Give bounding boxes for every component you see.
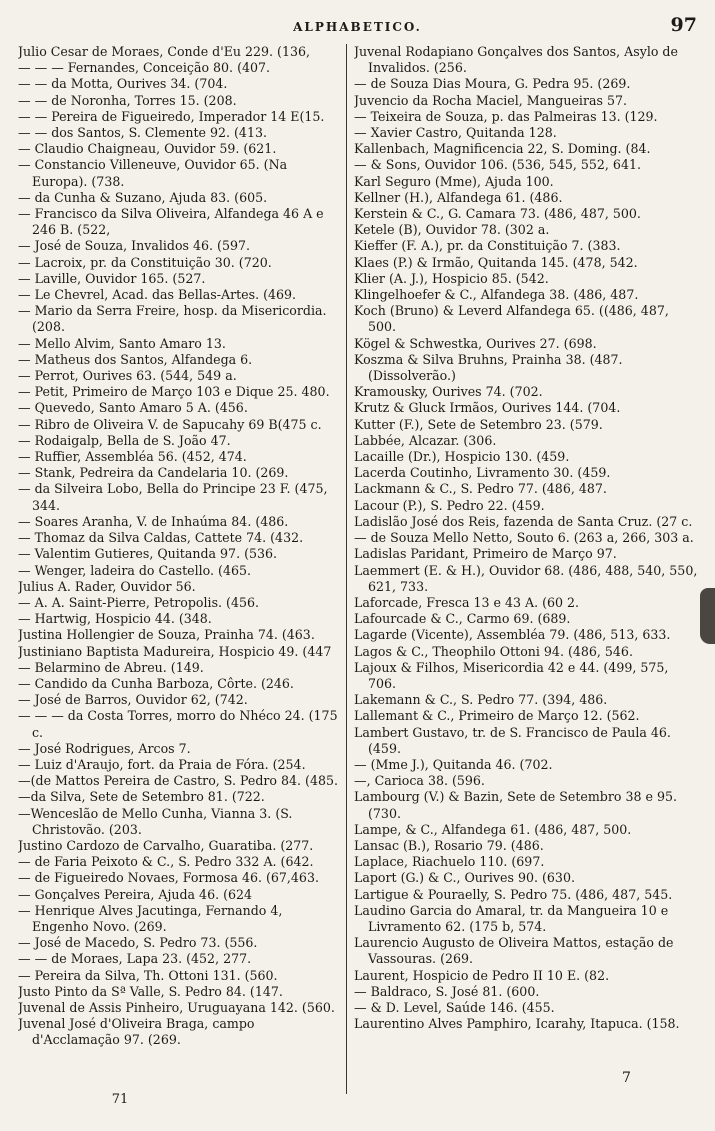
- directory-entry: Justina Hollengier de Souza, Prainha 74. (463.: [18, 627, 315, 643]
- directory-entry: Lambert Gustavo, tr. de S. Francisco de Paula 46. (459.: [354, 724, 671, 756]
- directory-entry: — Hartwig, Hospicio 44. (348.: [18, 611, 212, 627]
- left-column: [18, 44, 342, 1084]
- directory-entry: — Gonçalves Pereira, Ajuda 46. (624: [18, 886, 253, 902]
- directory-entry: — (Mme J.), Quitanda 46. (702.: [354, 756, 553, 772]
- column-divider: [346, 44, 347, 1094]
- directory-entry: — Henrique Alves Jacutinga, Fernando 4, Engenho Novo. (269.: [18, 902, 283, 934]
- directory-entry: — Valentim Gutieres, Quitanda 97. (536.: [18, 546, 278, 562]
- directory-entry: Lakemann & C., S. Pedro 77. (394, 486.: [354, 692, 608, 708]
- right-column: [354, 44, 698, 1084]
- directory-entry: Klingelhoefer & C., Alfandega 38. (486, 487.: [354, 287, 639, 303]
- directory-entry: — Baldraco, S. José 81. (600.: [354, 983, 540, 999]
- directory-entry: — Ruffier, Assembléa 56. (452, 474.: [18, 449, 247, 465]
- directory-entry: — Mario da Serra Freire, hosp. da Misericordia. (208.: [18, 303, 327, 335]
- directory-entry: — Rodaigalp, Bella de S. João 47.: [18, 432, 231, 448]
- directory-entry: — Luiz d'Araujo, fort. da Praia de Fóra. (254.: [18, 756, 306, 772]
- directory-entry: Lagos & C., Theophilo Ottoni 94. (486, 546.: [354, 643, 633, 659]
- directory-entry: — Mello Alvim, Santo Amaro 13.: [18, 335, 226, 351]
- directory-entry: — Wenger, ladeira do Castello. (465.: [18, 562, 251, 578]
- page-edge-stain: [700, 588, 715, 644]
- directory-entry: Ladislão José dos Reis, fazenda de Santa Cruz. (27 c.: [354, 513, 693, 529]
- directory-entry: Labbée, Alcazar. (306.: [354, 432, 497, 448]
- directory-entry: — da Silveira Lobo, Bella do Principe 23 F. (475, 344.: [18, 481, 328, 513]
- directory-entry: Kallenbach, Magnificencia 22, S. Doming. (84.: [354, 141, 651, 157]
- directory-entry: — A. A. Saint-Pierre, Petropolis. (456.: [18, 594, 259, 610]
- directory-entry: —Wenceslão de Mello Cunha, Vianna 3. (S. Christovão. (203.: [18, 805, 293, 837]
- directory-entry: Lagarde (Vicente), Assembléa 79. (486, 513, 633.: [354, 627, 671, 643]
- directory-entry: — de Faria Peixoto & C., S. Pedro 332 A. (642.: [18, 854, 314, 870]
- directory-entry: — Pereira da Silva, Th. Ottoni 131. (560.: [18, 967, 278, 983]
- directory-entry: — — — Fernandes, Conceição 80. (407.: [18, 60, 271, 76]
- directory-entry: Kögel & Schwestka, Ourives 27. (698.: [354, 335, 597, 351]
- directory-entry: Laurencio Augusto de Oliveira Mattos, estação de Vassouras. (269.: [354, 935, 674, 967]
- directory-entry: Lampe, & C., Alfandega 61. (486, 487, 500.: [354, 821, 632, 837]
- directory-entry: — José Rodrigues, Arcos 7.: [18, 740, 191, 756]
- directory-entry: Kellner (H.), Alfandega 61. (486.: [354, 189, 563, 205]
- directory-entry: — & Sons, Ouvidor 106. (536, 545, 552, 641.: [354, 157, 641, 173]
- directory-entry: Kerstein & C., G. Camara 73. (486, 487, 500.: [354, 206, 641, 222]
- directory-entry: Ketele (B), Ouvidor 78. (302 a.: [354, 222, 550, 238]
- directory-entry: — — Pereira de Figueiredo, Imperador 14 E(15.: [18, 108, 325, 124]
- directory-entry: Laurent, Hospicio de Pedro II 10 E. (82.: [354, 967, 610, 983]
- directory-entry: Lacaille (Dr.), Hospicio 130. (459.: [354, 449, 570, 465]
- directory-entry: Ladislas Paridant, Primeiro de Março 97.: [354, 546, 617, 562]
- directory-entry: — Constancio Villeneuve, Ouvidor 65. (Na Europa). (738.: [18, 157, 288, 189]
- directory-entry: Justino Cardozo de Carvalho, Guaratiba. (277.: [18, 837, 314, 853]
- directory-entry: Koch (Bruno) & Leverd Alfandega 65. ((486, 487, 500.: [354, 303, 669, 335]
- directory-entry: — de Souza Mello Netto, Souto 6. (263 a, 266, 303 a.: [354, 530, 694, 546]
- directory-entry: Laforcade, Fresca 13 e 43 A. (60 2.: [354, 594, 580, 610]
- directory-entry: Julio Cesar de Moraes, Conde d'Eu 229. (136,: [18, 44, 311, 59]
- directory-entry: — Petit, Primeiro de Março 103 e Dique 25. 480.: [18, 384, 330, 400]
- directory-entry: Laudino Garcia do Amaral, tr. da Mangueira 10 e Livramento 62. (175 b, 574.: [354, 902, 669, 934]
- directory-entry: — José de Souza, Invalidos 46. (597.: [18, 238, 250, 254]
- directory-entry: — de Souza Dias Moura, G. Pedra 95. (269.: [354, 76, 631, 92]
- directory-entry: Lafourcade & C., Carmo 69. (689.: [354, 611, 571, 627]
- directory-entry: — — — da Costa Torres, morro do Nhéco 24. (175 c.: [18, 708, 338, 740]
- directory-entry: Lallemant & C., Primeiro de Março 12. (562.: [354, 708, 640, 724]
- directory-entry: Lansac (B.), Rosario 79. (486.: [354, 837, 544, 853]
- directory-entry: — Laville, Ouvidor 165. (527.: [18, 270, 206, 286]
- directory-entry: —da Silva, Sete de Setembro 81. (722.: [18, 789, 265, 805]
- directory-entry: — Ribro de Oliveira V. de Sapucahy 69 B(475 c.: [18, 416, 322, 432]
- directory-entry: — & D. Level, Saúde 146. (455.: [354, 999, 555, 1015]
- directory-entry: — Soares Aranha, V. de Inhaúma 84. (486.: [18, 513, 289, 529]
- directory-entry: —, Carioca 38. (596.: [354, 773, 485, 789]
- directory-entry: — — dos Santos, S. Clemente 92. (413.: [18, 125, 267, 141]
- directory-entry: — José de Macedo, S. Pedro 73. (556.: [18, 935, 258, 951]
- directory-entry: Kieffer (F. A.), pr. da Constituição 7. (383.: [354, 238, 621, 254]
- directory-entry: Justiniano Baptista Madureira, Hospicio 49. (447: [18, 643, 332, 659]
- directory-entry: Klaes (P.) & Irmão, Quitanda 145. (478, 542.: [354, 254, 638, 270]
- signature-mark-left: 71: [111, 1092, 129, 1107]
- directory-entry: Lackmann & C., S. Pedro 77. (486, 487.: [354, 481, 607, 497]
- directory-entry: — José de Barros, Ouvidor 62, (742.: [18, 692, 248, 708]
- directory-entry: Juvenal José d'Oliveira Braga, campo d'Acclamação 97. (269.: [18, 1016, 255, 1048]
- directory-entry: Lambourg (V.) & Bazin, Sete de Setembro 38 e 95. (730.: [354, 789, 677, 821]
- directory-entry: Laurentino Alves Pamphiro, Icarahy, Itapuca. (158.: [354, 1016, 680, 1032]
- directory-entry: Justo Pinto da Sª Valle, S. Pedro 84. (147.: [18, 983, 283, 999]
- directory-entry: — — de Moraes, Lapa 23. (452, 277.: [18, 951, 252, 967]
- directory-entry: — Lacroix, pr. da Constituição 30. (720.: [18, 254, 272, 270]
- directory-entry: — de Figueiredo Novaes, Formosa 46. (67,463.: [18, 870, 319, 886]
- page-number: 97: [670, 14, 697, 36]
- directory-entry: Laemmert (E. & H.), Ouvidor 68. (486, 488, 540, 550, 621, 733.: [354, 562, 698, 594]
- directory-entry: Juvenal Rodapiano Gonçalves dos Santos, Asylo de Invalidos. (256.: [354, 44, 678, 76]
- directory-entry: — Teixeira de Souza, p. das Palmeiras 13. (129.: [354, 108, 658, 124]
- directory-entry: Klier (A. J.), Hospicio 85. (542.: [354, 270, 549, 286]
- directory-entry: — Perrot, Ourives 63. (544, 549 a.: [18, 368, 237, 384]
- signature-mark-right: 7: [622, 1070, 631, 1086]
- directory-entry: Lajoux & Filhos, Misericordia 42 e 44. (499, 575, 706.: [354, 659, 669, 691]
- directory-entry: Kramousky, Ourives 74. (702.: [354, 384, 543, 400]
- directory-entry: Kutter (F.), Sete de Setembro 23. (579.: [354, 416, 603, 432]
- directory-entry: Juvenal de Assis Pinheiro, Uruguayana 142. (560.: [18, 999, 335, 1015]
- directory-entry: — Matheus dos Santos, Alfandega 6.: [18, 351, 253, 367]
- directory-entry: Krutz & Gluck Irmãos, Ourives 144. (704.: [354, 400, 621, 416]
- directory-entry: Laplace, Riachuelo 110. (697.: [354, 854, 545, 870]
- directory-entry: — Belarmino de Abreu. (149.: [18, 659, 204, 675]
- directory-entry: — Claudio Chaigneau, Ouvidor 59. (621.: [18, 141, 277, 157]
- directory-entry: Lacerda Coutinho, Livramento 30. (459.: [354, 465, 611, 481]
- directory-entry: —(de Mattos Pereira de Castro, S. Pedro 84. (485.: [18, 773, 338, 789]
- directory-entry: — Quevedo, Santo Amaro 5 A. (456.: [18, 400, 248, 416]
- running-title: ALPHABETICO.: [293, 20, 422, 34]
- directory-entry: Julius A. Rader, Ouvidor 56.: [18, 578, 196, 594]
- directory-entry: — Stank, Pedreira da Candelaria 10. (269.: [18, 465, 289, 481]
- directory-entry: Karl Seguro (Mme), Ajuda 100.: [354, 173, 554, 189]
- directory-entry: — da Cunha & Suzano, Ajuda 83. (605.: [18, 189, 268, 205]
- directory-entry: — Francisco da Silva Oliveira, Alfandega 46 A e 246 B. (522,: [18, 206, 324, 238]
- directory-entry: — Thomaz da Silva Caldas, Cattete 74. (432.: [18, 530, 304, 546]
- directory-entry: Laport (G.) & C., Ourives 90. (630.: [354, 870, 575, 886]
- directory-entry: — Le Chevrel, Acad. das Bellas-Artes. (469.: [18, 287, 297, 303]
- directory-entry: Lacour (P.), S. Pedro 22. (459.: [354, 497, 545, 513]
- directory-entry: — Xavier Castro, Quitanda 128.: [354, 125, 557, 141]
- directory-entry: Koszma & Silva Bruhns, Prainha 38. (487. (Dissolverão.): [354, 351, 623, 384]
- directory-entry: — Candido da Cunha Barboza, Côrte. (246.: [18, 675, 294, 691]
- directory-entry: — — da Motta, Ourives 34. (704.: [18, 76, 228, 92]
- directory-entry: Lartigue & Pouraelly, S. Pedro 75. (486, 487, 545.: [354, 886, 673, 902]
- directory-entry: Juvencio da Rocha Maciel, Mangueiras 57.: [354, 92, 627, 108]
- page-header: [0, 14, 715, 40]
- directory-entry: — — de Noronha, Torres 15. (208.: [18, 92, 237, 108]
